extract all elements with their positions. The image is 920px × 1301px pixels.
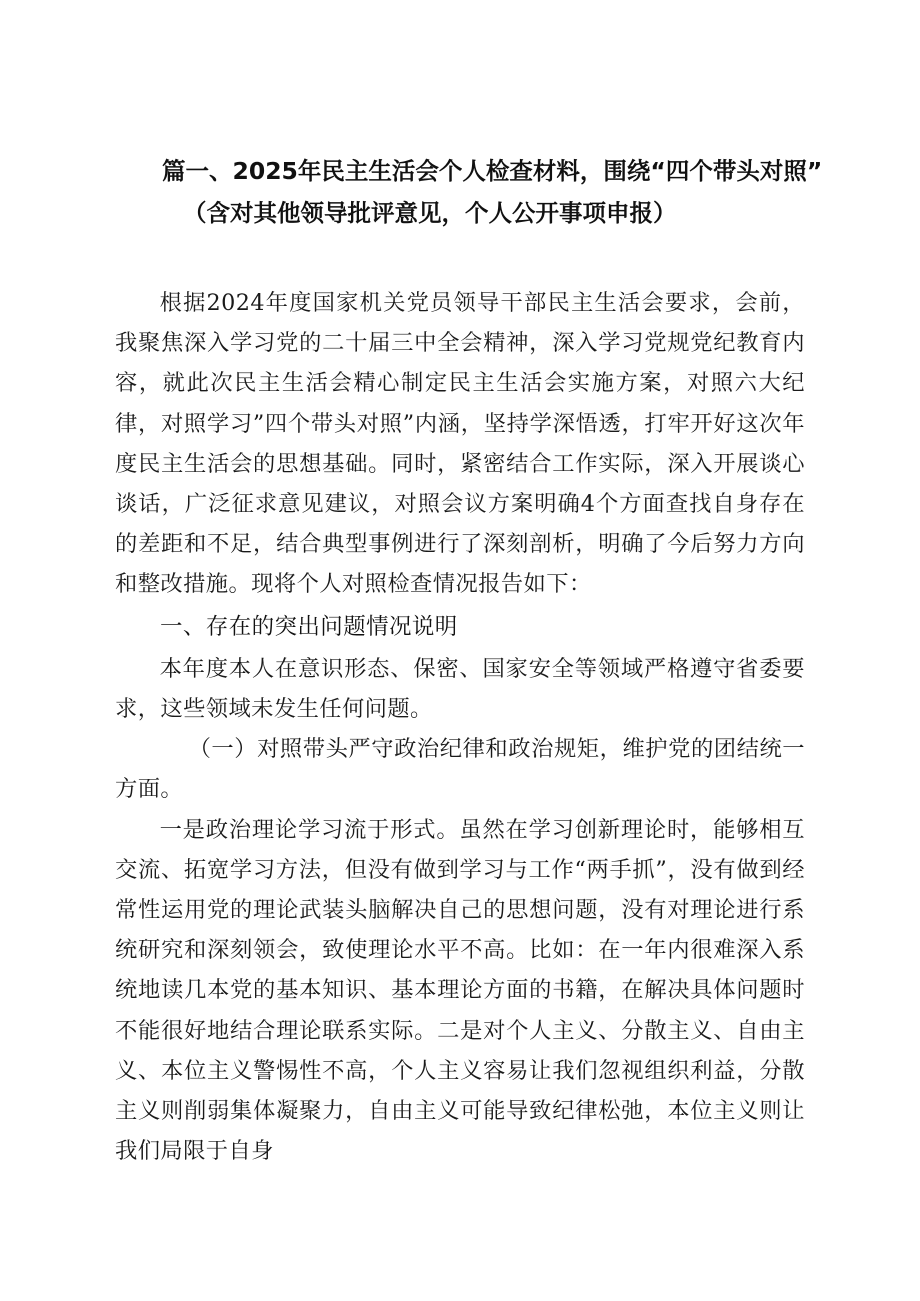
document-body — [115, 283, 805, 1171]
body-paragraph: 本年度本人在意识形态、保密、国家安全等领域严格遵守省委要求，这些领域未发生任何问题。 — [115, 655, 805, 723]
section-heading: 一、存在的突出问题情况说明 — [160, 613, 458, 640]
body-paragraph: 一是政治理论学习流于形式。虽然在学习创新理论时，能够相互交流、拓宽学习方法，但没有做到学习与工作“两手抓”，没有做到经常性运用党的理论武装头脑解决自己的思想问题，没有对理论进行系统研究和深刻领会，致使理论水平不高。比如：在一年内很难深入系统地读几本党的基本知识、基本理论方面的书籍，在解决具体问题时不能很好地结合理论联系实际。二是对个人主义、分散主义、自由主义、本位主义警惕性不高，个人主义容易让我们忽视组织利益，分散主义则削弱集体凝聚力，自由主义可能导致纪律松弛，本位主义则让我们局限于自身 — [115, 816, 805, 1165]
document-title — [120, 150, 823, 234]
intro-paragraph: 根据2024年度国家机关党员领导干部民主生活会要求，会前，我聚焦深入学习党的二十届三中全会精神，深入学习党规党纪教育内容，就此次民主生活会精心制定民主生活会实施方案，对照六大纪律，对照学习”四个带头对照”内涵，坚持学深悟透，打牢开好这次年度民主生活会的思想基础。同时，紧密结合工作实际，深入开展谈心谈话，广泛征求意见建议，对照会议方案明确4个方面查找自身存在的差距和不足，结合典型事例进行了深刻剖析，明确了今后努力方向和整改措施。现将个人对照检查情况报告如下： — [115, 290, 805, 598]
title-line-1: 篇一、2025年民主生活会个人检查材料，围绕“四个带头对照” — [162, 157, 823, 185]
subsection-heading: （一）对照带头严守政治纪律和政治规矩，维护党的团结统一方面。 — [115, 736, 805, 803]
title-line-2: （含对其他领导批评意见，个人公开事项申报） — [183, 199, 677, 227]
